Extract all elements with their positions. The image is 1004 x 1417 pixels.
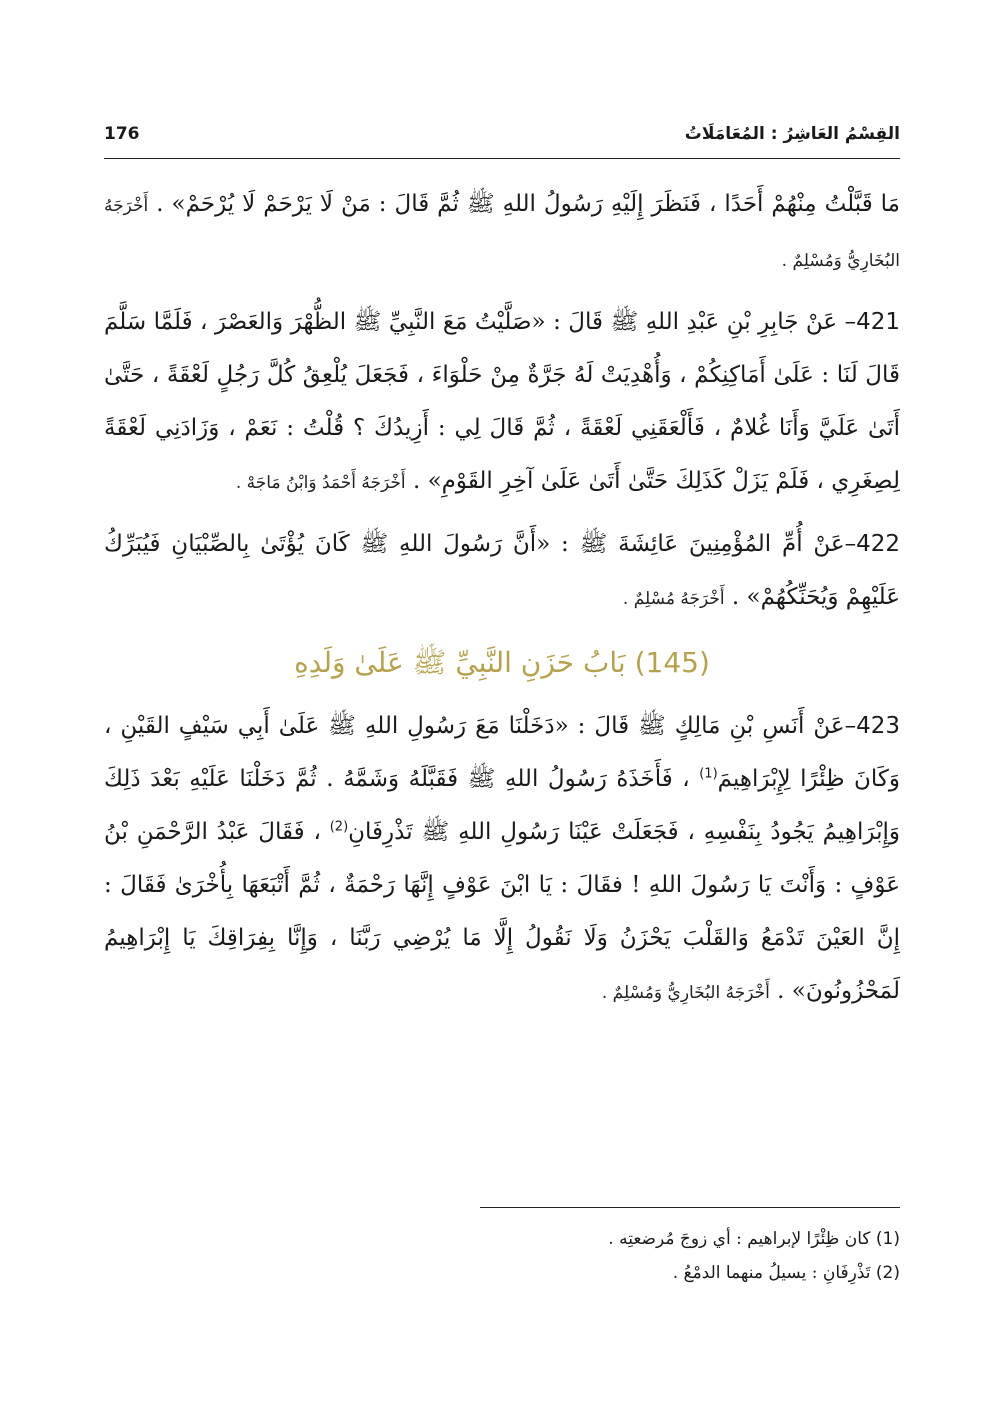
- hadith-text: مَا قَبَّلْتُ مِنْهُمْ أَحَدًا ، فَنَظَرَ إِلَيْهِ رَسُولُ اللهِ ﷺ ثُمَّ قَالَ : مَنْ لَا يَرْحَمْ لَا يُرْحَمْ» .: [156, 191, 900, 217]
- chapter-number: (145): [634, 646, 710, 679]
- footnotes: [104, 1222, 900, 1290]
- footnote-text: تَذْرِفَانِ : يسيلُ منهما الدمْعُ .: [672, 1263, 871, 1283]
- footnote-item: [104, 1256, 900, 1290]
- footnote-divider: [480, 1207, 900, 1208]
- page-body: [104, 178, 900, 1028]
- chapter-title: بَابُ حَزَنِ النَّبِيِّ ﷺ عَلَىٰ وَلَدِهِ: [294, 646, 626, 679]
- hadith-number: 421: [856, 309, 900, 335]
- footnote-marker: (2): [875, 1263, 900, 1283]
- hadith-source: أَخْرَجَهُ أَحْمَدُ وَابْنُ مَاجَهْ .: [235, 473, 406, 493]
- footnote-marker-2[interactable]: (2): [329, 819, 349, 835]
- hadith-text-part3: ، فَقَالَ عَبْدُ الرَّحْمَنِ بْنُ عَوْفٍ : وَأَنْتَ يَا رَسُولَ اللهِ ! فقَالَ : يَا ابْنَ عَوْفٍ إِنَّهَا رَحْمَةٌ ، ثُمَّ أَتْبَعَهَا بِأُخْرَىٰ فَقَالَ : إِنَّ العَيْنَ تَدْمَعُ وَالقَلْبَ يَحْزَنُ وَلَا نَقُولُ إِلَّا مَا يُرْضِي رَبَّنَا ، وَإِنَّا بِفِرَاقِكَ يَا إِبْرَاهِيمُ لَمَحْزُونُونَ» .: [104, 819, 900, 1004]
- footnote-marker-1[interactable]: (1): [699, 766, 718, 782]
- hadith-source: أَخْرَجَهُ البُخَارِيُّ وَمُسْلِمٌ .: [601, 983, 770, 1003]
- hadith-text-part2: ، فَأَخَذَهُ رَسُولُ اللهِ ﷺ فَقَبَّلَهُ وَشَمَّهُ . ثُمَّ دَخَلْنَا عَلَيْهِ بَعْدَ ذَلِكَ وَإِبْرَاهِيمُ يَجُودُ بِنَفْسِهِ ، فَجَعَلَتْ عَيْنَا رَسُولِ اللهِ ﷺ تَذْرِفَانِ: [104, 766, 900, 845]
- footnote-text: كان ظِئْرًا لإبراهيم : أي زوجَ مُرضعتِه .: [608, 1229, 871, 1249]
- chapter-heading: [104, 634, 900, 692]
- section-title: القِسْمُ العَاشِرُ : المُعَامَلَاتُ: [684, 124, 900, 144]
- footnote-marker: (1): [875, 1229, 900, 1249]
- page-number: 176: [104, 124, 140, 144]
- header-divider: [104, 158, 900, 159]
- hadith-422: [104, 518, 900, 626]
- hadith-text-part1: –عَنْ أَنَسِ بْنِ مَالِكٍ ﷺ قَالَ : «دَخَلْنَا مَعَ رَسُولِ اللهِ ﷺ عَلَىٰ أَبِي سَيْفٍ القَيْنِ ، وَكَانَ ظِئْرًا لِإِبْرَاهِيمَ: [104, 713, 900, 792]
- hadith-source: أَخْرَجَهُ البُخَارِيُّ وَمُسْلِمٌ .: [104, 196, 900, 271]
- footnote-item: [104, 1222, 900, 1256]
- hadith-text: –عَنْ أُمِّ المُؤْمِنِينَ عَائِشَةَ ﷺ : «أَنَّ رَسُولَ اللهِ ﷺ كَانَ يُؤْتَىٰ بِالصِّبْيَانِ فَيُبَرِّكُ عَلَيْهِمْ وَيُحَنِّكُهُمْ» .: [104, 531, 900, 610]
- hadith-number: 423: [856, 713, 900, 739]
- hadith-text: – عَنْ جَابِرِ بْنِ عَبْدِ اللهِ ﷺ قَالَ : «صَلَّيْتُ مَعَ النَّبِيِّ ﷺ الظُّهْرَ وَالعَصْرَ ، فَلَمَّا سَلَّمَ قَالَ لَنَا : عَلَىٰ أَمَاكِنِكُمْ ، وَأُهْدِيَتْ لَهُ جَرَّةٌ مِنْ حَلْوَاءَ ، فَجَعَلَ يُلْعِقُ كُلَّ رَجُلٍ لَعْقَةً ، حَتَّىٰ أَتَىٰ عَلَيَّ وَأَنَا غُلامٌ ، فَأَلْعَقَنِي لَعْقَةً ، ثُمَّ قَالَ لِي : أَزِيدُكَ ؟ قُلْتُ : نَعَمْ ، وَزَادَنِي لَعْقَةً لِصِغَرِي ، فَلَمْ يَزَلْ كَذَلِكَ حَتَّىٰ أَتَىٰ عَلَىٰ آخِرِ القَوْمِ» .: [104, 309, 901, 494]
- hadith-423: [104, 700, 900, 1020]
- page-header: [104, 120, 900, 156]
- hadith-421: [104, 296, 900, 510]
- hadith-number: 422: [856, 531, 900, 557]
- hadith-source: أَخْرَجَهُ مُسْلِمٌ .: [622, 589, 725, 609]
- hadith-continuation: [104, 178, 900, 288]
